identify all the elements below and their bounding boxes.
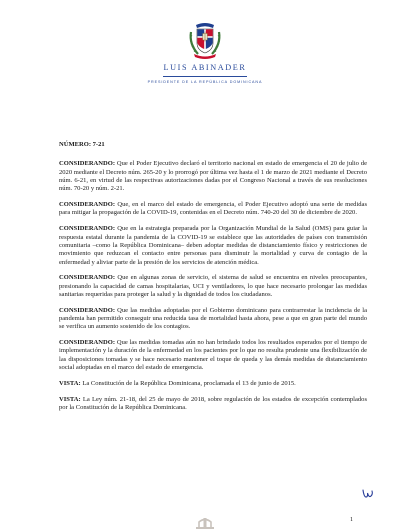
paragraph — [59, 307, 367, 332]
paragraph — [59, 225, 367, 267]
paragraph-text: Que en algunas zonas de servicio, el sistema de salud se encuentra en niveles preocupantes, presionando la capacidad de camas hospitalarias, UCI y ventiladores, lo que hace necesario prolongar las medidas sanitarias requeridas para proteger la salud y la dignidad de todos los ciudadanos. — [59, 274, 367, 298]
paragraph — [59, 160, 367, 193]
paragraph — [59, 274, 367, 299]
paragraph-label: CONSIDERANDO: — [59, 225, 116, 233]
paragraph-text: Que, en el marco del estado de emergencia, el Poder Ejecutivo adoptó una serie de medidas para mitigar la propagación de la COVID-19, contenidas en el Decreto núm. 740-20 del 30 de diciembre de 2020. — [59, 201, 367, 217]
coat-of-arms-icon — [186, 18, 224, 60]
paragraph-text: Que las medidas adoptadas por el Gobierno dominicano para contrarrestar la incidencia de la pandemia han permitido conseguir una reducida tasa de mortalidad hasta ahora, pese a que en gran parte del mundo se verifica un aumento sostenido de los contagios. — [59, 306, 367, 331]
paragraph-text: Que las medidas tomadas aún no han brindado todos los resultados esperados por el tiempo de implementación y la duración de la enfermedad en los pacientes por lo que no resulta prudente una flexibilización de las disposiciones tomadas y se hace necesario mantener el toque de queda y las demás medidas de distanciamiento social adoptadas en el marco del estado de emergencia. — [59, 339, 367, 372]
paragraph — [59, 201, 367, 218]
header-divider — [163, 76, 247, 77]
paragraph-text: Que en la estrategia preparada por la Organización Mundial de la Salud (OMS) para guiar la respuesta estatal durante la pandemia de la COVID-19 se establece que las autoridades de países con transmisión comunitaria –como la República Dominicana– deben adoptar medidas de distanciamiento físico y restricciones de movimiento que reduzcan el contacto entre personas para disminuir la mortalidad y curva de contagio de la enfermedad y aliviar parte de la presión de los servicios de atención médica. — [59, 225, 367, 266]
paragraph-label: CONSIDERANDO: — [59, 274, 116, 282]
header-name: LUIS ABINADER — [163, 63, 247, 72]
paragraph — [59, 380, 367, 388]
paragraph-label: CONSIDERANDO: — [59, 201, 116, 209]
paragraph-label: VISTA: — [59, 395, 81, 403]
paragraph-text: La Ley núm. 21-18, del 25 de mayo de 2018, sobre regulación de los estados de excepción contemplados por la Constitución de la República Dominicana. — [59, 395, 367, 411]
decree-body — [59, 141, 367, 420]
paragraph — [59, 396, 367, 413]
page-number: 1 — [350, 516, 354, 523]
paragraph — [59, 339, 367, 372]
handwritten-initial — [361, 488, 375, 500]
paragraph-text: Que el Poder Ejecutivo declaró el territorio nacional en estado de emergencia el 20 de julio de 2020 mediante el Decreto núm. 265-20 y lo prorrogó por última vez hasta el 1 de marzo de 2021 mediante el Decreto núm. 6-21, en virtud de las respectivas autorizaciones dadas por el Congreso Nacional a través de sus resoluciones núm. 70-20 y núm. 2-21. — [59, 160, 367, 193]
paragraph-label: CONSIDERANDO: — [59, 339, 116, 347]
paragraph-text: La Constitución de la República Dominicana, proclamada el 13 de junio de 2015. — [80, 379, 296, 387]
header-subtitle: PRESIDENTE DE LA REPÚBLICA DOMINICANA — [147, 80, 263, 84]
paragraph-label: CONSIDERANDO: — [59, 160, 116, 168]
paragraph-label: CONSIDERANDO: — [59, 306, 116, 314]
footer-emblem-icon — [192, 514, 218, 530]
decree-number: NÚMERO: 7-21 — [59, 141, 105, 148]
paragraph-label: VISTA: — [59, 379, 81, 387]
